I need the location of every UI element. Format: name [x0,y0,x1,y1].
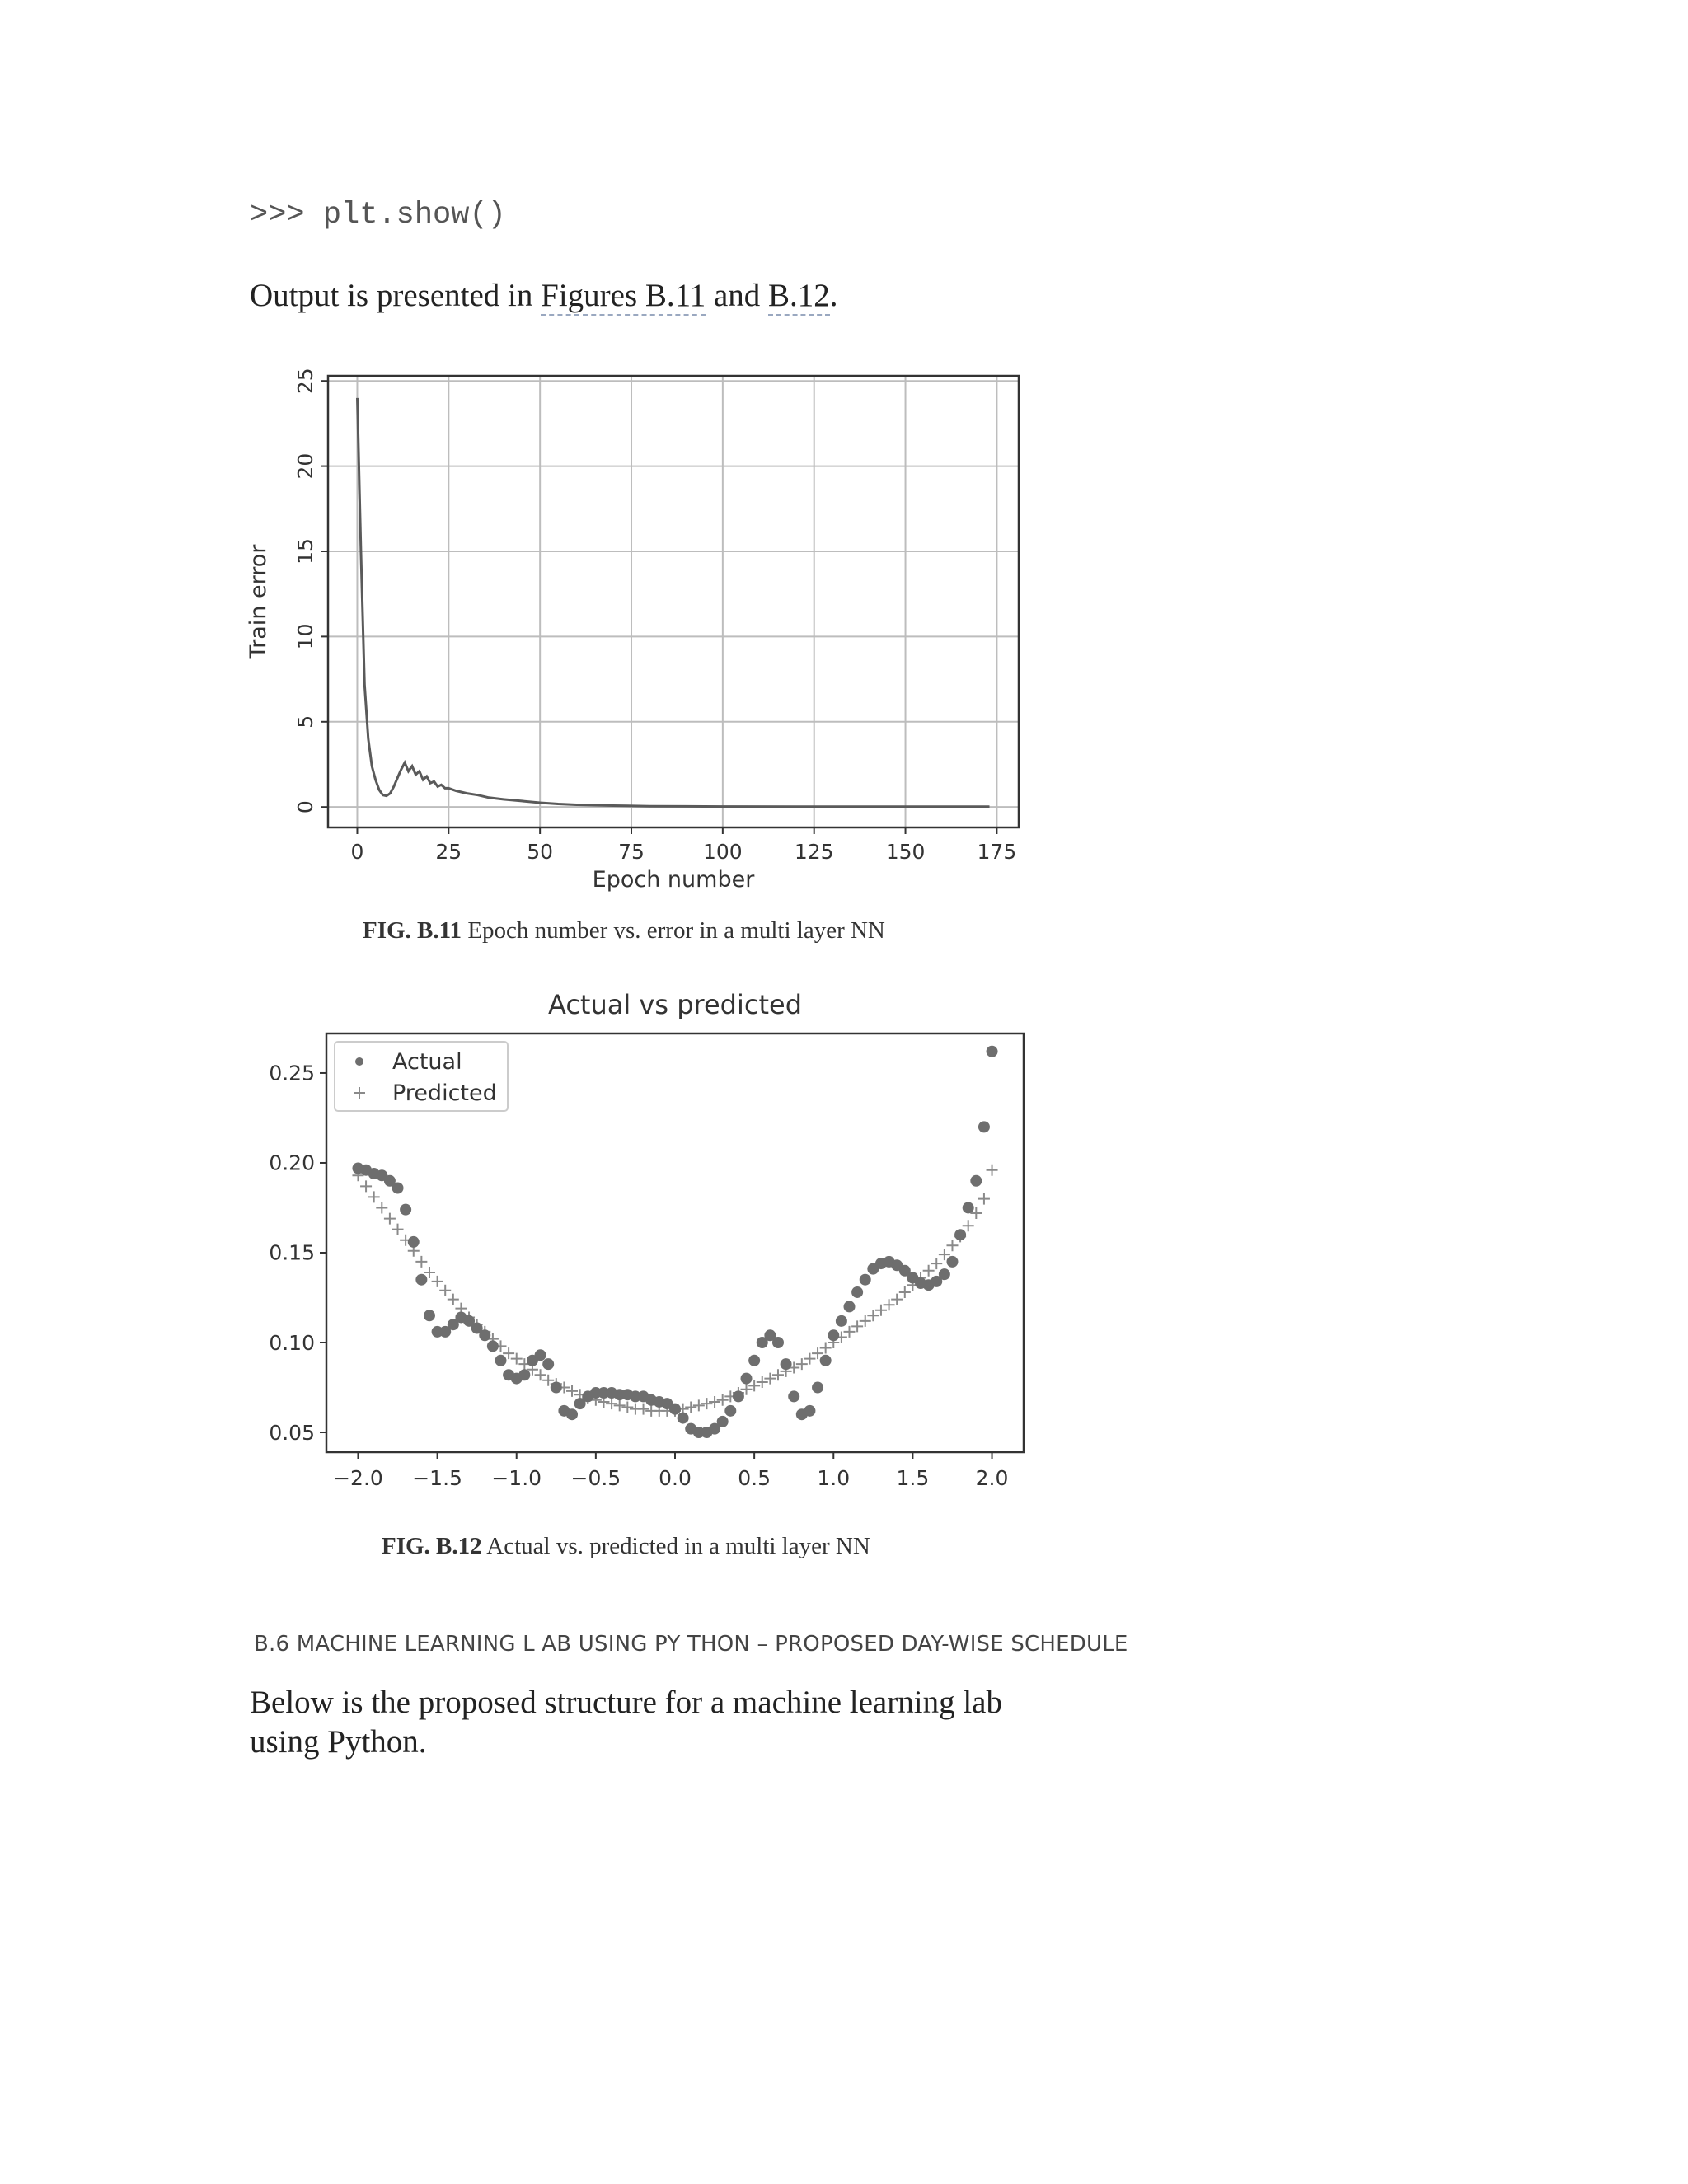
predicted-point [701,1398,712,1409]
predicted-point [891,1294,903,1305]
actual-point [860,1274,871,1286]
intro-and: and [706,278,769,313]
predicted-point [368,1191,380,1202]
figure-b12-link[interactable]: B.12 [768,278,830,316]
actual-vs-predicted-chart [239,972,1047,1516]
y-axis-label: Train error [246,544,271,659]
predicted-point [638,1404,649,1415]
predicted-point [963,1220,974,1231]
x-tick-label: 0.0 [659,1466,692,1490]
x-tick-label: 75 [618,840,645,864]
predicted-point [804,1353,815,1365]
fig-b11-text: Epoch number vs. error in a multi layer NN [462,917,885,944]
actual-point [772,1337,784,1348]
y-tick-label: 25 [293,368,317,395]
actual-point [781,1358,792,1370]
x-tick-label: 150 [885,840,926,864]
x-tick-label: −2.0 [333,1466,383,1490]
section-heading: B.6 MACHINE LEARNING L AB USING PY THON – PROPOSED DAY-WISE SCHEDULE [254,1632,1128,1657]
x-tick-label: −1.0 [491,1466,542,1490]
actual-point [978,1121,990,1132]
actual-point [844,1301,856,1312]
actual-point [851,1286,863,1298]
y-tick-label: 0.15 [269,1240,315,1265]
actual-point [812,1382,823,1394]
actual-point [963,1202,974,1213]
y-tick-label: 15 [293,538,317,565]
predicted-point [448,1294,459,1305]
predicted-point [439,1285,451,1296]
actual-point [724,1405,736,1417]
predicted-point [923,1265,935,1277]
actual-point [518,1369,530,1380]
predicted-point [867,1310,879,1321]
y-tick-label: 0.25 [269,1061,315,1085]
fig-b12-caption [382,1533,870,1560]
x-tick-label: −0.5 [570,1466,621,1490]
chart-title: Actual vs predicted [548,989,802,1020]
x-tick-label: 175 [977,840,1017,864]
x-tick-label: 0 [350,840,364,864]
x-tick-label: 1.0 [817,1466,851,1490]
x-axis-label: Epoch number [592,867,755,893]
legend-actual-marker [355,1057,363,1066]
y-tick-label: 0.05 [269,1420,315,1445]
predicted-point [844,1326,856,1338]
predicted-point [415,1256,427,1268]
actual-point [717,1416,729,1427]
y-tick-label: 0.10 [269,1330,315,1355]
actual-point [495,1355,507,1366]
predicted-point [606,1398,617,1409]
actual-point [479,1329,490,1341]
y-tick-label: 10 [293,623,317,650]
x-tick-label: 125 [794,840,834,864]
x-tick-label: 25 [435,840,462,864]
x-tick-label: 50 [527,840,554,864]
plot-frame [328,376,1019,827]
y-tick-label: 5 [293,715,317,729]
predicted-point [685,1401,696,1413]
predicted-point [360,1180,372,1192]
epoch-error-chart [239,363,1047,907]
actual-point [733,1390,744,1402]
predicted-point [820,1343,832,1354]
actual-point [741,1373,753,1385]
actual-point [408,1236,420,1248]
closing-paragraph: Below is the proposed structure for a machine learning lab using Python. [250,1685,1002,1760]
actual-point [487,1340,499,1352]
predicted-point [860,1315,871,1327]
x-tick-label: 2.0 [975,1466,1009,1490]
predicted-point [621,1401,633,1413]
y-tick-label: 20 [293,452,317,480]
fig-b12-label: FIG. B.12 [382,1533,482,1559]
actual-point [820,1355,832,1366]
actual-point [542,1358,554,1370]
actual-point [828,1329,839,1341]
actual-point [669,1404,681,1415]
y-tick-label: 0.20 [269,1151,315,1175]
actual-point [551,1382,562,1394]
predicted-point [432,1276,443,1287]
actual-point [424,1310,435,1321]
actual-point [400,1204,411,1216]
actual-point [788,1390,799,1402]
predicted-point [693,1399,705,1411]
actual-point [954,1229,966,1240]
predicted-point [384,1213,396,1225]
fig-b11-label: FIG. B.11 [363,917,462,944]
predicted-point [535,1369,546,1380]
actual-point [535,1349,546,1361]
actual-point [987,1046,998,1057]
predicted-point [946,1240,958,1251]
predicted-point [987,1165,998,1176]
x-tick-label: 0.5 [738,1466,771,1490]
predicted-point [875,1305,887,1316]
actual-point [836,1315,847,1327]
actual-point [804,1405,815,1417]
intro-paragraph [250,276,838,316]
predicted-point [376,1202,387,1213]
legend-predicted-label: Predicted [392,1080,497,1106]
actual-point [678,1413,689,1424]
x-tick-label: 100 [702,840,743,864]
y-tick-label: 0 [293,800,317,814]
predicted-point [978,1193,990,1205]
actual-point [970,1175,982,1187]
train-error-line [358,398,990,807]
actual-point [939,1268,950,1280]
intro-text: Output is presented in [250,278,542,313]
x-tick-label: −1.5 [412,1466,462,1490]
figure-b11-link[interactable]: Figures B.11 [541,278,706,316]
predicted-point [884,1299,895,1310]
predicted-point [511,1353,523,1365]
actual-point [748,1355,760,1366]
fig-b11-caption [363,917,885,944]
intro-period: . [829,278,838,313]
predicted-point [614,1399,626,1411]
x-tick-label: 1.5 [896,1466,930,1490]
code-line: >>> plt.show() [250,198,506,232]
actual-point [392,1183,404,1194]
predicted-point [899,1286,911,1298]
actual-point [566,1408,578,1420]
actual-point [946,1256,958,1268]
fig-b12-text: Actual vs. predicted in a multi layer NN [481,1533,870,1559]
actual-point [415,1274,427,1286]
predicted-point [392,1224,404,1235]
predicted-point [709,1396,720,1408]
legend-actual-label: Actual [392,1049,462,1075]
predicted-point [851,1320,863,1332]
predicted-point [931,1258,942,1269]
